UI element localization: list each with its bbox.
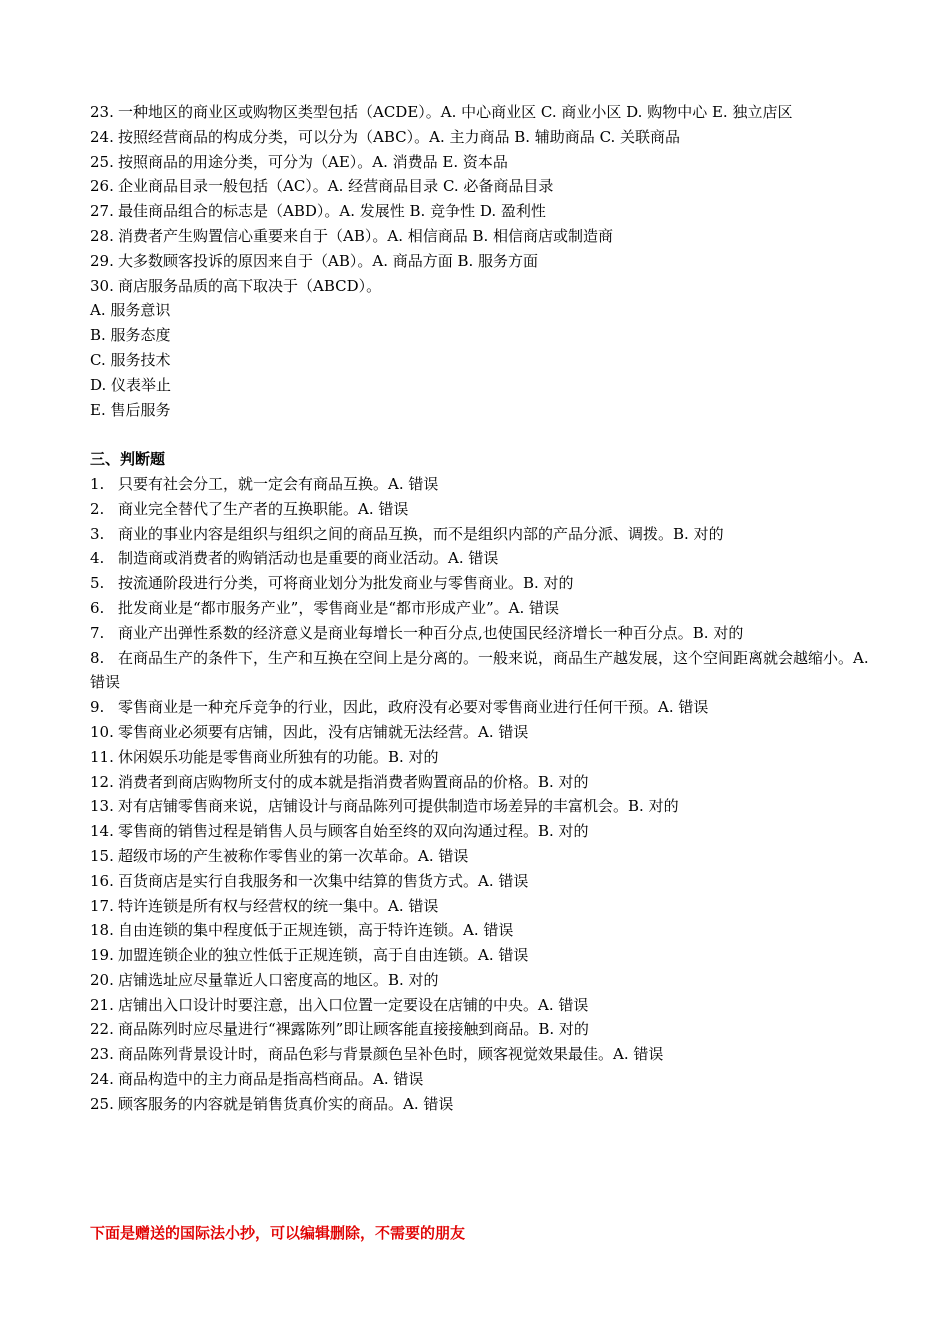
list-item: 11. 休闲娱乐功能是零售商业所独有的功能。B. 对的	[90, 747, 439, 766]
list-item: 14. 零售商的销售过程是销售人员与顾客自始至终的双向沟通过程。B. 对的	[90, 822, 589, 841]
list-item: 7. 商业产出弹性系数的经济意义是商业每增长一种百分点,也使国民经济增长一种百分点。B. 对的	[90, 623, 744, 642]
list-item: 26. 企业商品目录一般包括（AC）。A. 经营商品目录 C. 必备商品目录	[90, 177, 554, 196]
multiple-choice-list	[90, 100, 870, 298]
list-item: 20. 店铺选址应尽量靠近人口密度高的地区。B. 对的	[90, 970, 439, 989]
list-item: 25. 顾客服务的内容就是销售货真价实的商品。A. 错误	[90, 1094, 454, 1113]
list-item: 30. 商店服务品质的高下取决于（ABCD）。	[90, 276, 382, 295]
question-30-options	[90, 298, 870, 422]
document-body	[90, 100, 870, 1117]
option-item: B. 服务态度	[90, 326, 171, 345]
option-item: E. 售后服务	[90, 400, 171, 419]
option-item: C. 服务技术	[90, 350, 171, 369]
list-item: 17. 特许连锁是所有权与经营权的统一集中。A. 错误	[90, 896, 439, 915]
list-item: 5. 按流通阶段进行分类，可将商业划分为批发商业与零售商业。B. 对的	[90, 574, 574, 593]
option-item: D. 仪表举止	[90, 375, 172, 394]
list-item: 1. 只要有社会分工，就一定会有商品互换。A. 错误	[90, 474, 439, 493]
list-item: 24. 商品构造中的主力商品是指高档商品。A. 错误	[90, 1070, 424, 1089]
list-item: 18. 自由连锁的集中程度低于正规连锁，高于特许连锁。A. 错误	[90, 921, 514, 940]
spacer	[90, 422, 870, 447]
list-item: 6. 批发商业是“都市服务产业”，零售商业是“都市形成产业”。A. 错误	[90, 598, 560, 617]
list-item: 3. 商业的事业内容是组织与组织之间的商品互换，而不是组织内部的产品分派、调拨。B. 对的	[90, 524, 724, 543]
true-false-list	[90, 472, 870, 1117]
list-item: 2. 商业完全替代了生产者的互换职能。A. 错误	[90, 499, 409, 518]
list-item: 24. 按照经营商品的构成分类，可以分为（ABC）。A. 主力商品 B. 辅助商品 C. 关联商品	[90, 127, 681, 146]
list-item: 19. 加盟连锁企业的独立性低于正规连锁，高于自由连锁。A. 错误	[90, 946, 529, 965]
list-item: 25. 按照商品的用途分类，可分为（AE）。A. 消费品 E. 资本品	[90, 152, 508, 171]
list-item: 4. 制造商或消费者的购销活动也是重要的商业活动。A. 错误	[90, 549, 499, 568]
list-item: 8. 在商品生产的条件下，生产和互换在空间上是分离的。一般来说，商品生产越发展，这个空间距离就会越缩小。A. 错误	[90, 648, 869, 692]
list-item: 27. 最佳商品组合的标志是（ABD）。A. 发展性 B. 竞争性 D. 盈利性	[90, 202, 546, 221]
list-item: 28. 消费者产生购置信心重要来自于（AB）。A. 相信商品 B. 相信商店或制造商	[90, 226, 614, 245]
list-item: 23. 商品陈列背景设计时，商品色彩与背景颜色呈补色时，顾客视觉效果最佳。A. 错误	[90, 1045, 664, 1064]
list-item: 22. 商品陈列时应尽量进行“裸露陈列”即让顾客能直接接触到商品。B. 对的	[90, 1020, 589, 1039]
section-heading: 三、判断题	[90, 450, 166, 469]
option-item: A. 服务意识	[90, 301, 171, 320]
list-item: 21. 店铺出入口设计时要注意，出入口位置一定要设在店铺的中央。A. 错误	[90, 995, 589, 1014]
list-item: 23. 一种地区的商业区或购物区类型包括（ACDE）。A. 中心商业区 C. 商业小区 D. 购物中心 E. 独立店区	[90, 103, 793, 121]
list-item: 12. 消费者到商店购物所支付的成本就是指消费者购置商品的价格。B. 对的	[90, 772, 589, 791]
list-item: 13. 对有店铺零售商来说，店铺设计与商品陈列可提供制造市场差异的丰富机会。B. 对的	[90, 797, 679, 816]
footer-note: 下面是赠送的国际法小抄，可以编辑删除，不需要的朋友	[90, 1224, 466, 1242]
list-item: 9. 零售商业是一种充斥竞争的行业，因此，政府没有必要对零售商业进行任何干预。A. 错误	[90, 698, 709, 717]
list-item: 15. 超级市场的产生被称作零售业的第一次革命。A. 错误	[90, 846, 469, 865]
list-item: 10. 零售商业必须要有店铺，因此，没有店铺就无法经营。A. 错误	[90, 722, 529, 741]
list-item: 29. 大多数顾客投诉的原因来自于（AB）。A. 商品方面 B. 服务方面	[90, 251, 539, 270]
list-item: 16. 百货商店是实行自我服务和一次集中结算的售货方式。A. 错误	[90, 871, 529, 890]
